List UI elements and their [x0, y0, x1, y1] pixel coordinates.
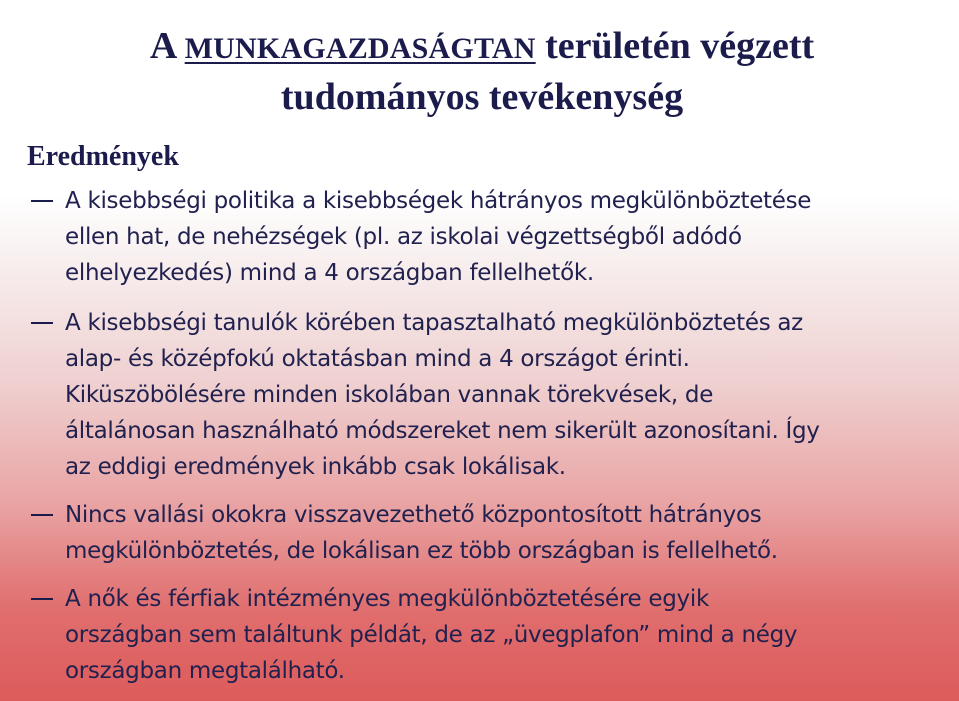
title-suffix: területén végzett	[545, 25, 815, 67]
dash-bullet-icon	[31, 514, 53, 516]
bullet-text-line: országban megtalálható.	[65, 658, 345, 684]
section-heading: Eredmények	[27, 141, 179, 172]
bullet-text-line: általánosan használható módszereket nem sikerült azonosítani. Így	[65, 418, 820, 444]
bullet-text-line: országban sem találtunk példát, de az „üvegplafon” mind a négy	[65, 622, 798, 648]
bullet-text-line: elhelyezkedés) mind a 4 országban fellelhetők.	[65, 260, 594, 286]
dash-bullet-icon	[31, 200, 53, 202]
slide-title	[0, 22, 959, 121]
title-prefix: A	[149, 25, 176, 67]
bullet-text-line: ellen hat, de nehézségek (pl. az iskolai végzettségből adódó	[65, 224, 742, 250]
bullet-text-line: Kiküszöbölésére minden iskolában vannak törekvések, de	[65, 382, 714, 408]
dash-bullet-icon	[31, 322, 53, 324]
title-line-1	[0, 22, 959, 73]
bullet-text-line: alap- és középfokú oktatásban mind a 4 országot érinti.	[65, 346, 690, 372]
dash-bullet-icon	[31, 598, 53, 600]
bullet-text-line: A kisebbségi politika a kisebbségek hátrányos megkülönböztetése	[65, 188, 812, 214]
title-line-2: tudományos tevékenység	[280, 76, 684, 118]
bullet-text-line: A nők és férfiak intézményes megkülönböztetésére egyik	[65, 586, 709, 612]
title-underlined-word: MUNKAGAZDASÁGTAN	[184, 32, 536, 65]
bullet-text-line: A kisebbségi tanulók körében tapasztalható megkülönböztetés az	[65, 310, 803, 336]
bullet-text-line: Nincs vallási okokra visszavezethető központosított hátrányos	[65, 502, 762, 528]
bullet-text-line: az eddigi eredmények inkább csak lokálisak.	[65, 454, 566, 480]
bullet-text-line: megkülönböztetés, de lokálisan ez több országban is fellelhető.	[65, 538, 778, 564]
